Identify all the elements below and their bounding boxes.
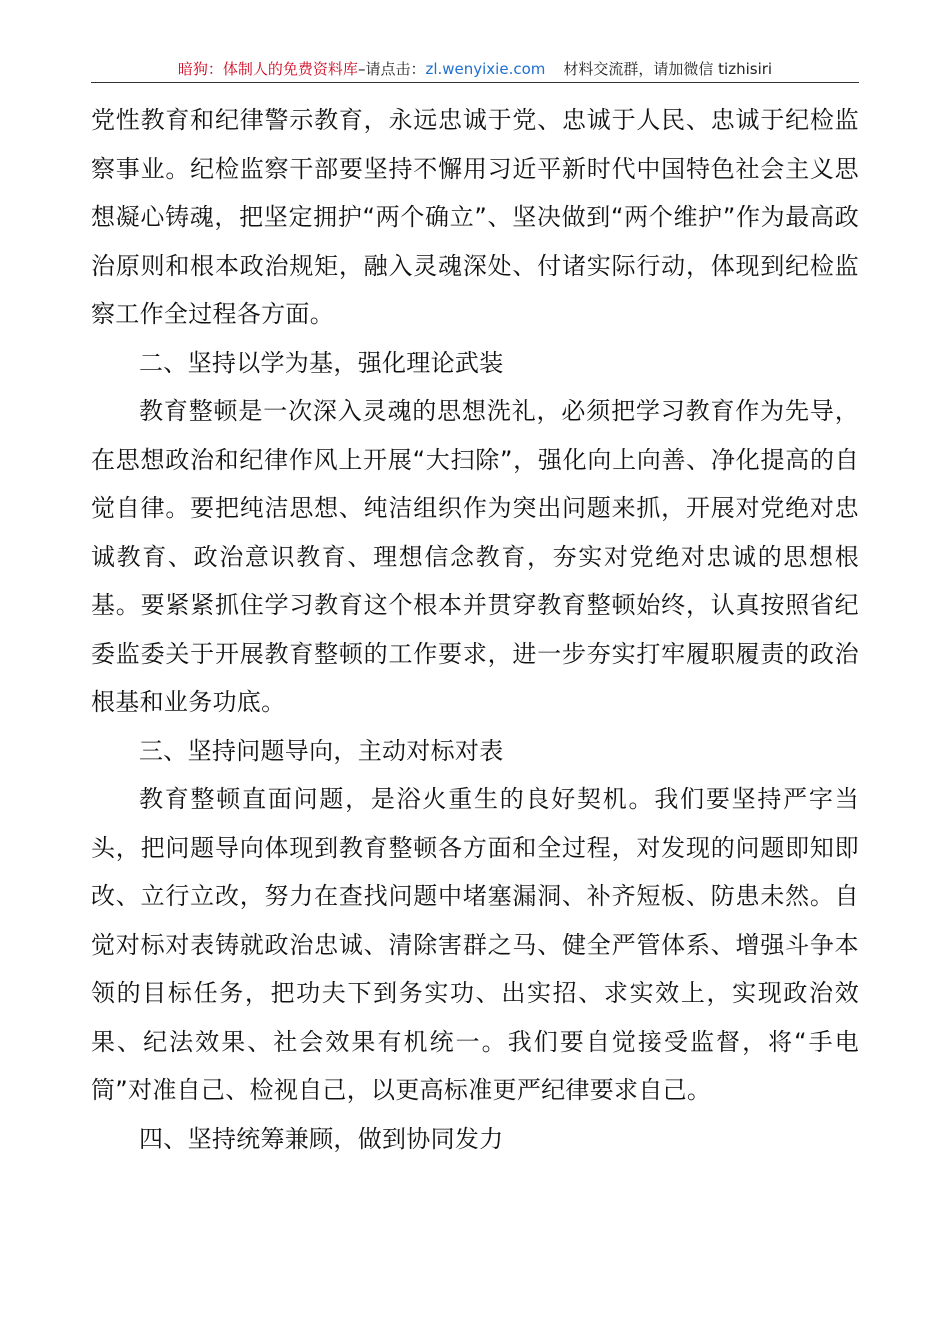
page-header bbox=[91, 58, 859, 80]
paragraph-3: 教育整顿直面问题，是浴火重生的良好契机。我们要坚持严字当头，把问题导向体现到教育整顿各方面和全过程，对发现的问题即知即改、立行立改，努力在查找问题中堵塞漏洞、补齐短板、防患未然。自觉对标对表铸就政治忠诚、清除害群之马、健全严管体系、增强斗争本领的目标任务，把功夫下到务实功、出实招、求实效上，实现政治效果、纪法效果、社会效果有机统一。我们要自觉接受监督，将“手电筒”对准自己、检视自己，以更高标准更严纪律要求自己。 bbox=[91, 785, 859, 1104]
header-divider bbox=[91, 82, 859, 83]
header-prompt: –请点击： bbox=[357, 60, 426, 78]
paragraph-1: 党性教育和纪律警示教育，永远忠诚于党、忠诚于人民、忠诚于纪检监察事业。纪检监察干部要坚持不懈用习近平新时代中国特色社会主义思想凝心铸魂，把坚定拥护“两个确立”、坚决做到“两个维护”作为最高政治原则和根本政治规矩，融入灵魂深处、付诸实际行动，体现到纪检监察工作全过程各方面。 bbox=[91, 106, 859, 328]
document-body bbox=[91, 96, 859, 1163]
header-note: 材料交流群，请加微信 tizhisiri bbox=[563, 60, 773, 78]
section-heading-3: 三、坚持问题导向，主动对标对表 bbox=[139, 736, 504, 765]
paragraph-2: 教育整顿是一次深入灵魂的思想洗礼，必须把学习教育作为先导，在思想政治和纪律作风上开展“大扫除”，强化向上向善、净化提高的自觉自律。要把纯洁思想、纯洁组织作为突出问题来抓，开展对党绝对忠诚教育、政治意识教育、理想信念教育，夯实对党绝对忠诚的思想根基。要紧紧抓住学习教育这个根本并贯穿教育整顿始终，认真按照省纪委监委关于开展教育整顿的工作要求，进一步夯实打牢履职履责的政治根基和业务功底。 bbox=[91, 397, 859, 716]
header-brand: 暗狗：体制人的免费资料库 bbox=[177, 60, 358, 78]
section-heading-2: 二、坚持以学为基，强化理论武装 bbox=[139, 348, 504, 377]
header-url-link[interactable]: zl.wenyixie.com bbox=[425, 60, 546, 78]
section-heading-4: 四、坚持统筹兼顾，做到协同发力 bbox=[139, 1124, 504, 1153]
